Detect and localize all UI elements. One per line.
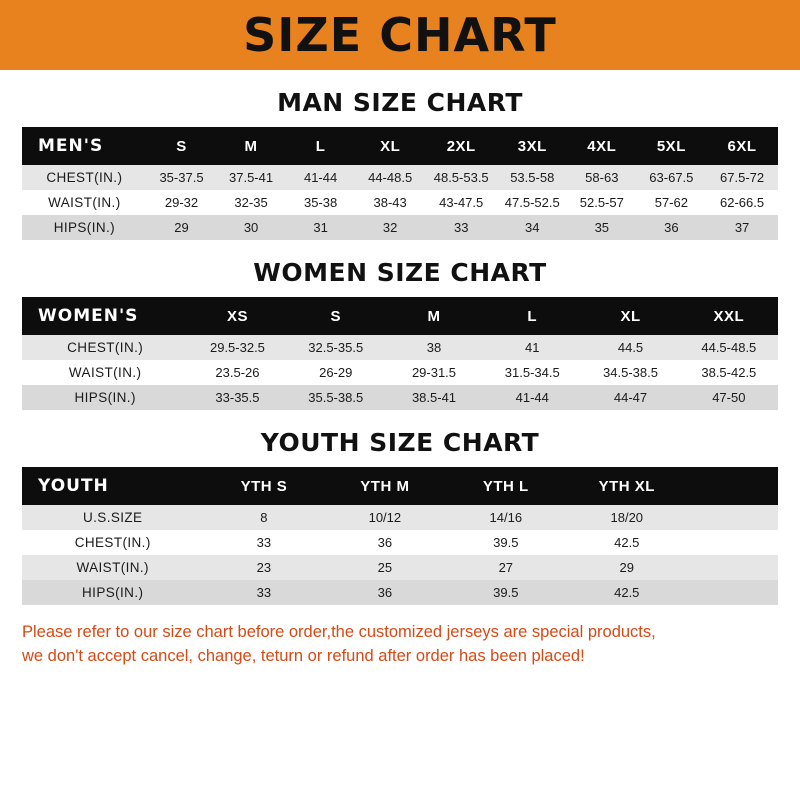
row-label-chest: CHEST(IN.) — [22, 530, 203, 555]
cell: 63-67.5 — [637, 165, 707, 190]
cell: 38 — [385, 335, 483, 360]
cell: 27 — [445, 555, 566, 580]
row-label-hips: HIPS(IN.) — [22, 385, 188, 410]
col-header-spacer — [687, 467, 778, 505]
col-header-womens: WOMEN'S — [22, 297, 188, 335]
cell: 35-37.5 — [147, 165, 217, 190]
cell: 31.5-34.5 — [483, 360, 581, 385]
col-header-2xl: 2XL — [425, 127, 498, 165]
cell: 44.5 — [581, 335, 679, 360]
col-header-4xl: 4XL — [567, 127, 637, 165]
col-header-yth-s: YTH S — [203, 467, 324, 505]
row-label-chest: CHEST(IN.) — [22, 165, 147, 190]
cell: 52.5-57 — [567, 190, 637, 215]
cell: 38-43 — [355, 190, 425, 215]
row-label-hips: HIPS(IN.) — [22, 215, 147, 240]
cell: 31 — [286, 215, 356, 240]
cell: 44-47 — [581, 385, 679, 410]
cell: 41-44 — [483, 385, 581, 410]
cell: 42.5 — [566, 530, 687, 555]
women-size-table — [22, 297, 778, 410]
col-header-m: M — [385, 297, 483, 335]
cell: 33 — [203, 580, 324, 605]
cell: 36 — [324, 530, 445, 555]
cell: 23 — [203, 555, 324, 580]
col-header-s: S — [147, 127, 217, 165]
col-header-xl: XL — [355, 127, 425, 165]
table-row — [22, 215, 778, 240]
youth-size-table — [22, 467, 778, 605]
row-label-waist: WAIST(IN.) — [22, 360, 188, 385]
col-header-youth: YOUTH — [22, 467, 203, 505]
cell: 47-50 — [680, 385, 778, 410]
cell: 33 — [425, 215, 498, 240]
col-header-yth-xl: YTH XL — [566, 467, 687, 505]
cell: 25 — [324, 555, 445, 580]
cell: 41 — [483, 335, 581, 360]
cell: 33 — [203, 530, 324, 555]
cell-spacer — [687, 530, 778, 555]
table-row — [22, 505, 778, 530]
table-row — [22, 335, 778, 360]
cell: 42.5 — [566, 580, 687, 605]
cell: 47.5-52.5 — [497, 190, 567, 215]
table-row — [22, 580, 778, 605]
cell: 30 — [216, 215, 286, 240]
policy-note-line-1: Please refer to our size chart before order,the customized jerseys are special products, — [22, 623, 656, 641]
row-label-us-size: U.S.SIZE — [22, 505, 203, 530]
man-size-table — [22, 127, 778, 240]
col-header-xs: XS — [188, 297, 286, 335]
cell: 29-32 — [147, 190, 217, 215]
page-title: SIZE CHART — [243, 8, 557, 62]
cell: 43-47.5 — [425, 190, 498, 215]
cell: 32 — [355, 215, 425, 240]
cell: 38.5-41 — [385, 385, 483, 410]
table-row — [22, 555, 778, 580]
cell: 23.5-26 — [188, 360, 286, 385]
cell: 53.5-58 — [497, 165, 567, 190]
col-header-s: S — [287, 297, 385, 335]
cell: 35-38 — [286, 190, 356, 215]
cell: 67.5-72 — [706, 165, 778, 190]
youth-section-title: YOUTH SIZE CHART — [260, 428, 540, 457]
cell: 32-35 — [216, 190, 286, 215]
table-row — [22, 360, 778, 385]
cell: 18/20 — [566, 505, 687, 530]
table-row — [22, 165, 778, 190]
charts-content — [0, 88, 800, 605]
cell: 37.5-41 — [216, 165, 286, 190]
cell: 10/12 — [324, 505, 445, 530]
cell: 41-44 — [286, 165, 356, 190]
cell: 36 — [324, 580, 445, 605]
cell: 57-62 — [637, 190, 707, 215]
cell-spacer — [687, 580, 778, 605]
women-section-title: WOMEN SIZE CHART — [253, 258, 547, 287]
cell: 35 — [567, 215, 637, 240]
cell: 33-35.5 — [188, 385, 286, 410]
col-header-6xl: 6XL — [706, 127, 778, 165]
cell: 29-31.5 — [385, 360, 483, 385]
policy-note-line-2: we don't accept cancel, change, teturn or refund after order has been placed! — [22, 646, 585, 665]
col-header-m: M — [216, 127, 286, 165]
col-header-l: L — [483, 297, 581, 335]
table-row — [22, 190, 778, 215]
cell: 35.5-38.5 — [287, 385, 385, 410]
row-label-waist: WAIST(IN.) — [22, 555, 203, 580]
cell-spacer — [687, 555, 778, 580]
row-label-hips: HIPS(IN.) — [22, 580, 203, 605]
table-row — [22, 530, 778, 555]
col-header-xxl: XXL — [680, 297, 778, 335]
table-header-row — [22, 297, 778, 335]
cell: 32.5-35.5 — [287, 335, 385, 360]
cell: 58-63 — [567, 165, 637, 190]
col-header-mens: MEN'S — [22, 127, 147, 165]
cell: 39.5 — [445, 530, 566, 555]
col-header-yth-m: YTH M — [324, 467, 445, 505]
cell: 34 — [497, 215, 567, 240]
col-header-xl: XL — [581, 297, 679, 335]
cell: 34.5-38.5 — [581, 360, 679, 385]
cell-spacer — [687, 505, 778, 530]
table-header-row — [22, 467, 778, 505]
col-header-yth-l: YTH L — [445, 467, 566, 505]
cell: 38.5-42.5 — [680, 360, 778, 385]
cell: 36 — [637, 215, 707, 240]
man-section-title: MAN SIZE CHART — [277, 88, 523, 117]
cell: 29.5-32.5 — [188, 335, 286, 360]
row-label-chest: CHEST(IN.) — [22, 335, 188, 360]
cell: 29 — [147, 215, 217, 240]
cell: 44-48.5 — [355, 165, 425, 190]
cell: 48.5-53.5 — [425, 165, 498, 190]
cell: 39.5 — [445, 580, 566, 605]
col-header-3xl: 3XL — [497, 127, 567, 165]
col-header-5xl: 5XL — [637, 127, 707, 165]
cell: 8 — [203, 505, 324, 530]
cell: 14/16 — [445, 505, 566, 530]
cell: 37 — [706, 215, 778, 240]
policy-note — [22, 621, 778, 669]
cell: 44.5-48.5 — [680, 335, 778, 360]
table-header-row — [22, 127, 778, 165]
cell: 62-66.5 — [706, 190, 778, 215]
table-row — [22, 385, 778, 410]
cell: 29 — [566, 555, 687, 580]
header-banner — [0, 0, 800, 70]
cell: 26-29 — [287, 360, 385, 385]
col-header-l: L — [286, 127, 356, 165]
row-label-waist: WAIST(IN.) — [22, 190, 147, 215]
